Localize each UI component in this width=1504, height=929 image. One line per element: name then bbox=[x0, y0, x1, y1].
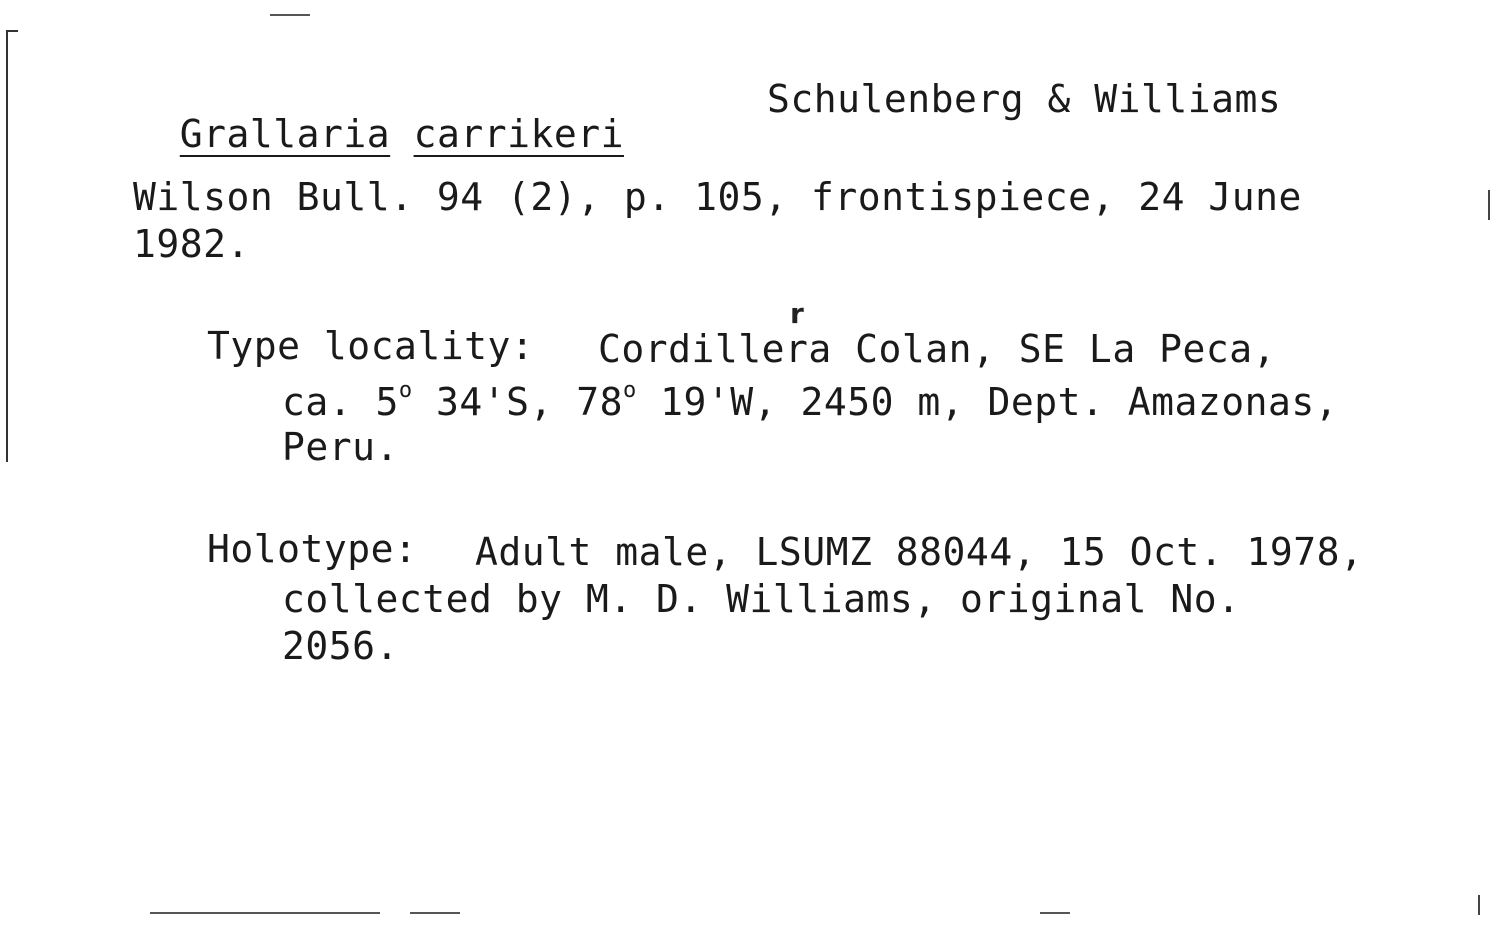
handwritten-correction: r bbox=[790, 297, 804, 330]
holotype-line-2: collected by M. D. Williams, original No. bbox=[282, 577, 1241, 621]
scan-mark bbox=[1478, 895, 1480, 915]
scan-speck bbox=[150, 912, 380, 914]
citation-line-2: 1982. bbox=[133, 222, 250, 266]
degree-mark: o bbox=[623, 378, 637, 403]
species-name: carrikeri bbox=[413, 112, 624, 156]
scan-speck bbox=[270, 14, 310, 16]
holotype-label: Holotype: bbox=[207, 527, 418, 571]
type-locality-coords: ca. 5$^o$ 34'S, 78$^o$ 19'W, 2450 m, Dept. Amazonas, bbox=[282, 378, 1339, 424]
type-locality-label: Type locality: bbox=[207, 324, 535, 368]
scan-speck bbox=[1040, 912, 1070, 914]
genus-name: Grallaria bbox=[179, 112, 391, 156]
holotype-line-3: 2056. bbox=[282, 624, 399, 668]
taxon-name-line bbox=[133, 77, 624, 156]
scan-mark bbox=[1488, 190, 1490, 220]
type-locality-line-3: Peru. bbox=[282, 425, 399, 469]
type-locality-line-1: Cordillera Colan, SE La Peca, bbox=[598, 327, 1276, 371]
authors: Schulenberg & Williams bbox=[767, 77, 1282, 121]
holotype-line-1: Adult male, LSUMZ 88044, 15 Oct. 1978, bbox=[475, 530, 1364, 574]
citation-line-1: Wilson Bull. 94 (2), p. 105, frontispiece, 24 June bbox=[133, 175, 1302, 219]
card-border-left bbox=[6, 30, 18, 462]
degree-mark: o bbox=[398, 378, 413, 403]
scan-speck bbox=[410, 912, 460, 914]
